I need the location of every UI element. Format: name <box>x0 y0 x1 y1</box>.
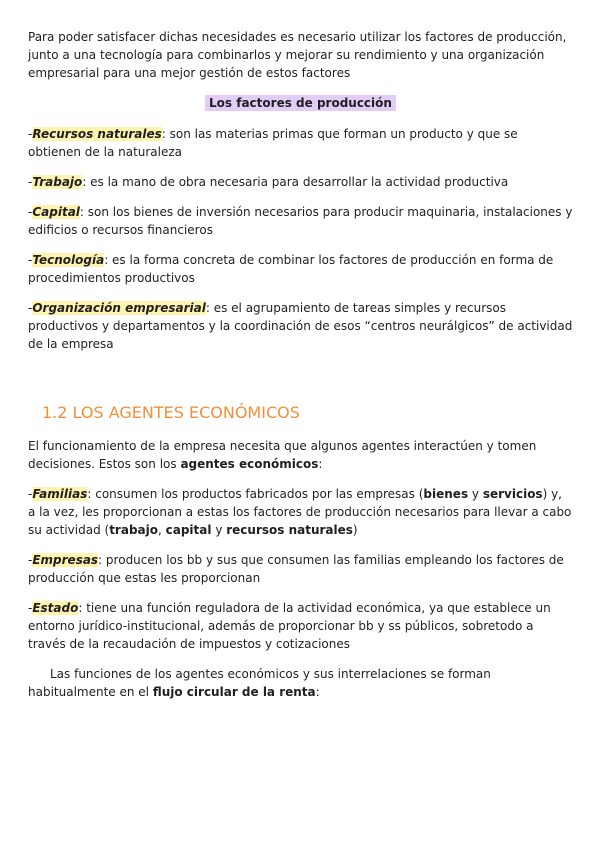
closing-paragraph: Las funciones de los agentes económicos y sus interrelaciones se forman habitualmente en el flujo circular de la renta: <box>28 667 491 699</box>
agentes-intro: El funcionamiento de la empresa necesita que algunos agentes interactúen y tomen decisiones. Estos son los agentes económicos: <box>28 439 537 471</box>
factores-title-row <box>28 94 573 112</box>
document-page <box>28 28 573 699</box>
section-heading: 1.2 LOS AGENTES ECONÓMICOS <box>42 403 300 422</box>
intro-paragraph: Para poder satisfacer dichas necesidades es necesario utilizar los factores de producción, junto a una tecnología para combinarlos y mejorar su rendimiento y una organización empresarial para una mejor gestión de estos factores <box>28 30 567 80</box>
factor-capital: -Capital: son los bienes de inversión necesarios para producir maquinaria, instalaciones y edificios o recursos financieros <box>28 205 573 237</box>
agente-familias: -Familias: consumen los productos fabricados por las empresas (bienes y servicios) y, a la vez, les proporcionan a estas los factores de producción necesarios para llevar a cabo su actividad (trabajo, capital y recursos naturales) <box>28 487 572 537</box>
term: Recursos naturales <box>32 127 162 141</box>
term: Empresas <box>32 553 99 567</box>
term: Estado <box>32 601 79 615</box>
factor-tecnologia: -Tecnología: es la forma concreta de combinar los factores de producción en forma de procedimientos productivos <box>28 253 554 285</box>
factor-trabajo: -Trabajo: es la mano de obra necesaria para desarrollar la actividad productiva <box>28 175 509 189</box>
agente-empresas: -Empresas: producen los bb y sus que consumen las familias empleando los factores de producción que estas les proporcionan <box>28 553 564 585</box>
factores-title: Los factores de producción <box>205 95 396 111</box>
agente-estado: -Estado: tiene una función reguladora de la actividad económica, ya que establece un entorno jurídico-institucional, además de proporcionar bb y ss públicos, sobretodo a través de la recaudación de impuestos y cotizaciones <box>28 601 551 651</box>
agentes-section <box>28 437 573 713</box>
factor-organizacion: -Organización empresarial: es el agrupamiento de tareas simples y recursos productivos y departamentos y la coordinación de esos “centros neurálgicos” de actividad de la empresa <box>28 301 573 351</box>
term: Familias <box>32 487 88 501</box>
term: Tecnología <box>32 253 105 267</box>
term: Trabajo <box>32 175 83 189</box>
factor-recursos-naturales: -Recursos naturales: son las materias primas que forman un producto y que se obtienen de la naturaleza <box>28 127 518 159</box>
term: Organización empresarial <box>32 301 206 315</box>
term: Capital <box>32 205 80 219</box>
